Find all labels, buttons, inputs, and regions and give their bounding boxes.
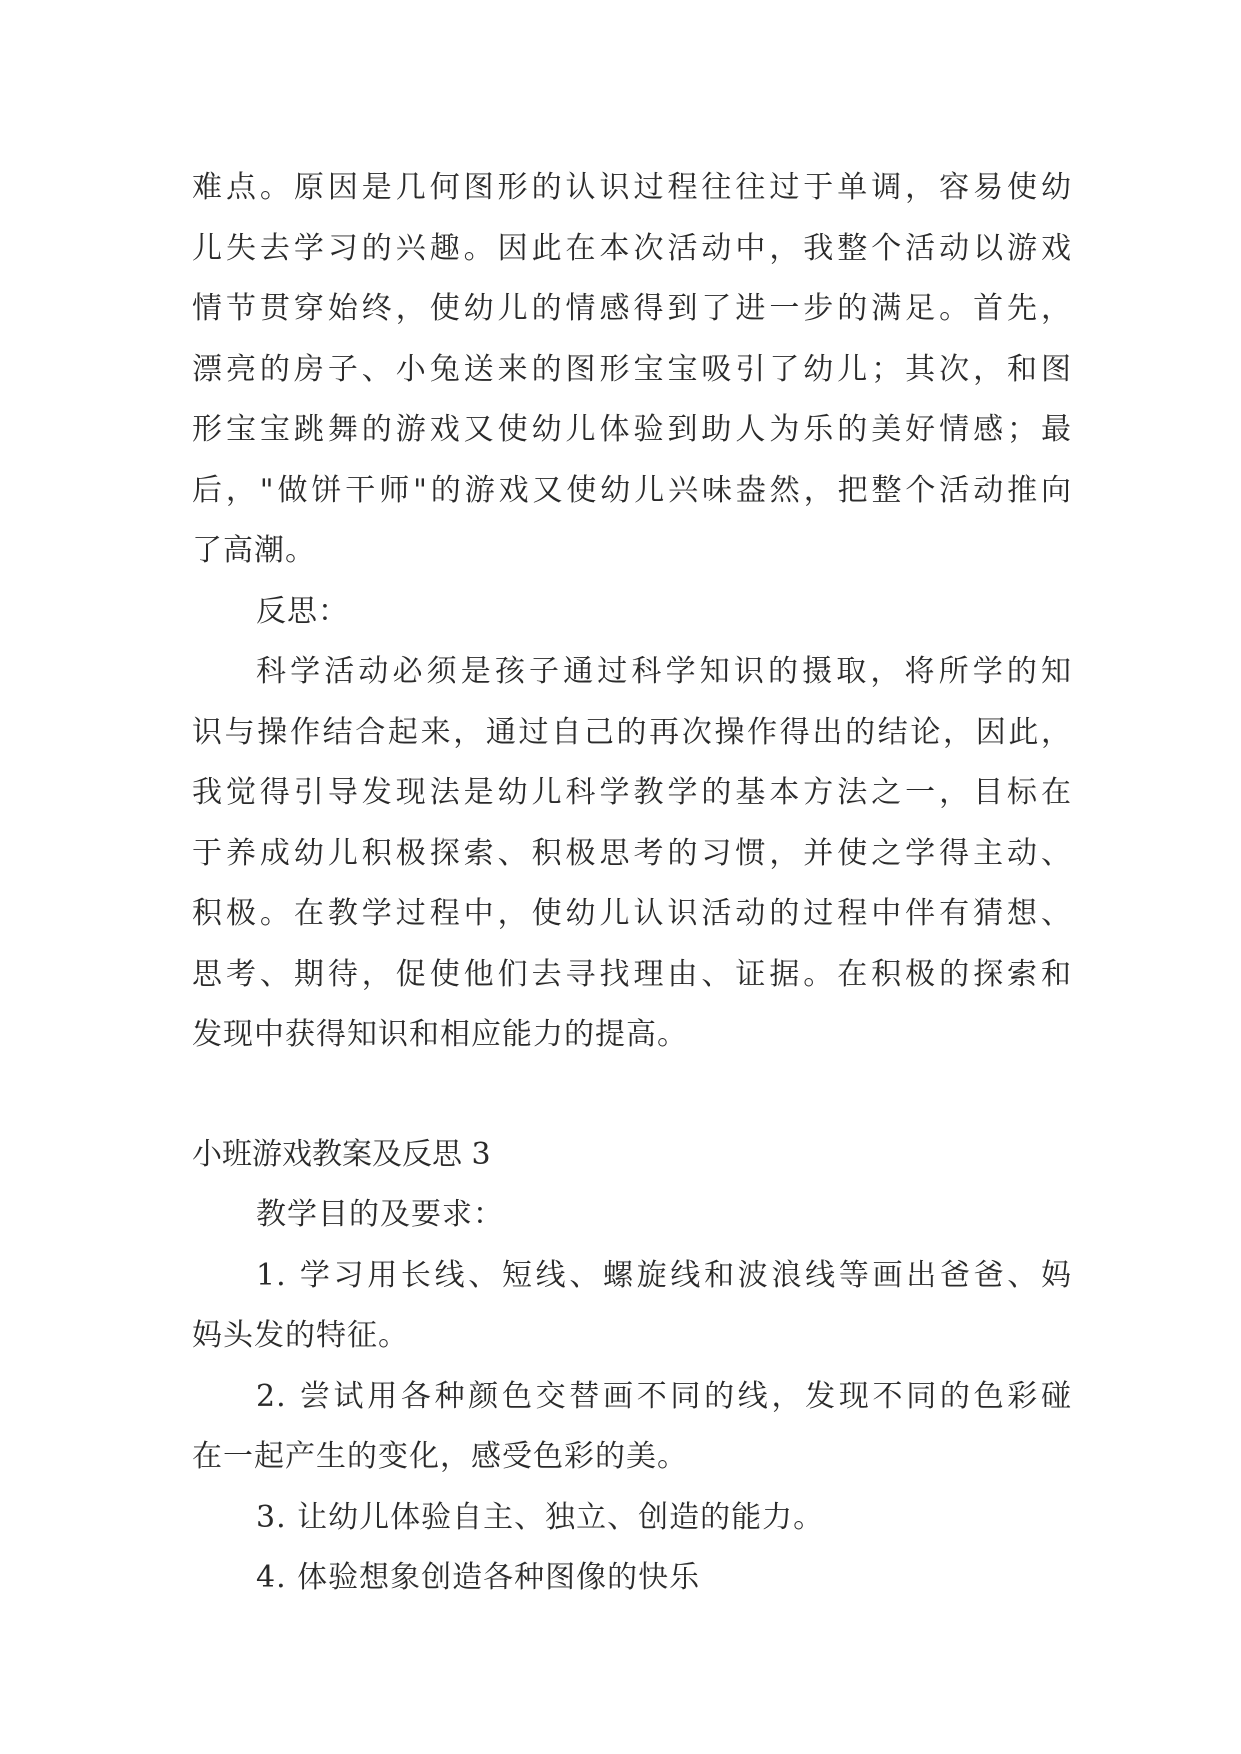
goal-item-2-cont: 在一起产生的变化，感受色彩的美。 bbox=[192, 1439, 688, 1474]
paragraph-line: 情节贯穿始终，使幼儿的情感得到了进一步的满足。首先， bbox=[192, 291, 1072, 326]
paragraph-line: 了高潮。 bbox=[192, 533, 316, 568]
section-title: 小班游戏教案及反思 3 bbox=[192, 1136, 491, 1172]
goals-label: 教学目的及要求： bbox=[256, 1197, 504, 1232]
reflection-label: 反思： bbox=[256, 593, 349, 629]
reflection-line: 思考、期待，促使他们去寻找理由、证据。在积极的探索和 bbox=[192, 956, 1072, 992]
reflection-line: 识与操作结合起来，通过自己的再次操作得出的结论，因此， bbox=[192, 714, 1072, 750]
reflection-line: 积极。在教学过程中，使幼儿认识活动的过程中伴有猜想、 bbox=[192, 896, 1072, 931]
reflection-line: 于养成幼儿积极探索、积极思考的习惯，并使之学得主动、 bbox=[192, 835, 1072, 871]
paragraph-line: 后，"做饼干师"的游戏又使幼儿兴味盎然，把整个活动推向 bbox=[192, 472, 1072, 508]
goal-item-3: 3. 让幼儿体验自主、独立、创造的能力。 bbox=[256, 1499, 825, 1535]
goal-item-2: 2. 尝试用各种颜色交替画不同的线，发现不同的色彩碰 bbox=[256, 1378, 1072, 1414]
goal-item-4: 4. 体验想象创造各种图像的快乐 bbox=[256, 1560, 701, 1595]
goal-item-1: 1. 学习用长线、短线、螺旋线和波浪线等画出爸爸、妈 bbox=[256, 1257, 1072, 1293]
section-spacer bbox=[192, 1066, 1072, 1125]
reflection-line: 发现中获得知识和相应能力的提高。 bbox=[192, 1017, 688, 1052]
paragraph-line: 难点。原因是几何图形的认识过程往往过于单调，容易使幼 bbox=[192, 170, 1072, 205]
paragraph-line: 儿失去学习的兴趣。因此在本次活动中，我整个活动以游戏 bbox=[192, 230, 1072, 266]
document-page bbox=[192, 158, 1072, 1609]
goal-item-1-cont: 妈头发的特征。 bbox=[192, 1318, 409, 1353]
paragraph-line: 漂亮的房子、小兔送来的图形宝宝吸引了幼儿；其次，和图 bbox=[192, 351, 1072, 387]
reflection-line: 我觉得引导发现法是幼儿科学教学的基本方法之一，目标在 bbox=[192, 775, 1072, 810]
reflection-line: 科学活动必须是孩子通过科学知识的摄取，将所学的知 bbox=[256, 654, 1072, 689]
paragraph-line: 形宝宝跳舞的游戏又使幼儿体验到助人为乐的美好情感；最 bbox=[192, 412, 1072, 447]
